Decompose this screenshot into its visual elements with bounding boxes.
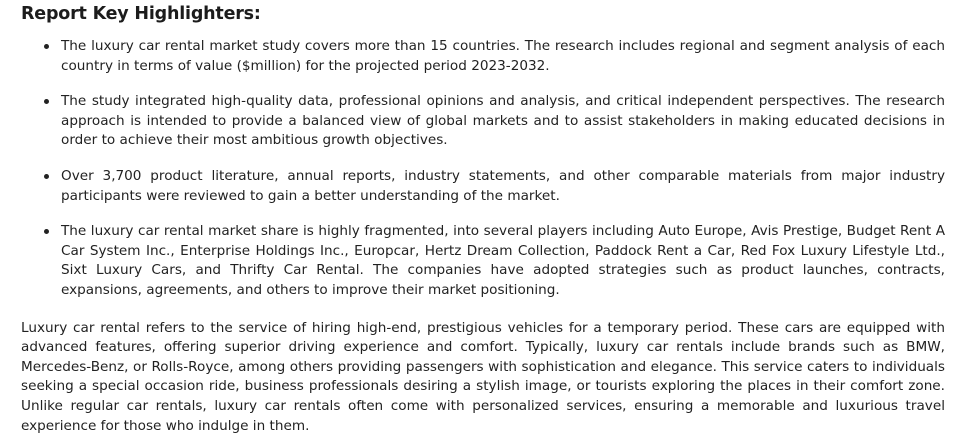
summary-paragraph: Luxury car rental refers to the service of hiring high-end, prestigious vehicles for a temporary period. These cars are equipped with advanced features, offering superior driving experience and comfort. Typically, luxury car rentals include brands such as BMW, Mercedes-Benz, or Rolls-Royce, among others providing passengers with sophistication and elegance. This service caters to individuals seeking a special occasion ride, business professionals desiring a stylish image, or tourists exploring the places in their comfort zone. Unlike regular car rentals, luxury car rentals often come with personalized services, ensuring a memorable and luxurious travel experience for those who indulge in them. xyxy=(21,319,945,434)
list-item: Over 3,700 product literature, annual reports, industry statements, and other comparable materials from major industry participants were reviewed to gain a better understanding of the market. xyxy=(21,167,945,206)
list-item: The luxury car rental market share is highly fragmented, into several players including Auto Europe, Avis Prestige, Budget Rent A Car System Inc., Enterprise Holdings Inc., Europcar, Hertz Dream Collection, Paddock Rent a Car, Red Fox Luxury Lifestyle Ltd., Sixt Luxury Cars, and Thrifty Car Rental. The companies have adopted strategies such as product launches, contracts, expansions, agreements, and others to improve their market positioning. xyxy=(21,222,945,300)
list-item: The luxury car rental market study covers more than 15 countries. The research includes regional and segment analysis of each country in terms of value ($million) for the projected period 2023-2032. xyxy=(21,37,945,76)
list-item: The study integrated high-quality data, professional opinions and analysis, and critical independent perspectives. The research approach is intended to provide a balanced view of global markets and to assist stakeholders in making educated decisions in order to achieve their most ambitious growth objectives. xyxy=(21,92,945,151)
highlights-list xyxy=(21,37,945,301)
section-heading: Report Key Highlighters: xyxy=(21,4,261,24)
